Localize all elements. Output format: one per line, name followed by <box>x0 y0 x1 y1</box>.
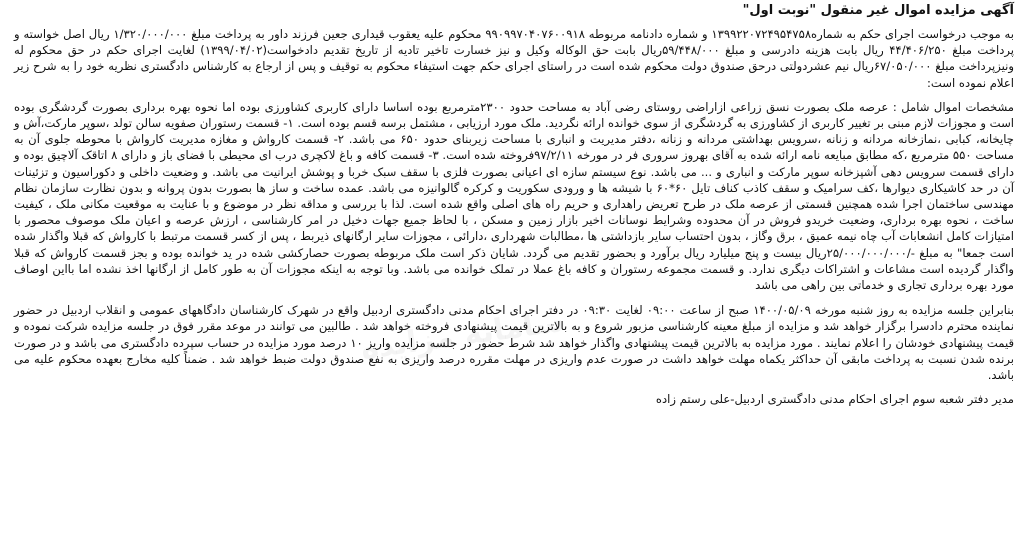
signature-line: مدیر دفتر شعبه سوم اجرای احکام مدنی دادگستری اردبیل-علی رستم زاده <box>655 392 1014 407</box>
paragraph-auction-details: بنابراین جلسه مزایده به روز شنبه مورخه ۱۴۰۰/۰۵/۰۹ صبح از ساعت ۰۹:۰۰ لغایت ۰۹:۳۰ در دفتر اجرای احکام مدنی دادگستری اردبیل واقع در شهرک کارشناسان دادگاههای عمومی و انقلاب اردبیل در حضور نماینده محترم دادسرا برگزار خواهد شد و مزایده از مبلغ معینه کارشناسی مزبور شروع و به بالاترین قیمت پیشنهادی فروخته خواهد شد . طالبین می توانند در موعد مقرر فوق در جلسه مزایده شرکت نموده و قیمت پیشنهادی خودشان را اعلام نمایند . مورد مزایده به بالاترین قیمت پیشنهادی واگذار خواهد شد شرط حضور در جلسه مزایده واریز ۱۰ درصد مورد مزایده در حساب سپرده دادگستری می باشد و در صورت برنده شدن نسبت به پرداخت مابقی آن حداکثر یکماه مهلت خواهد داشت در صورت عدم واریزی در مهلت مقرره درصد واریزی به نفع صندوق دولت ضبط خواهد شد . ضمناً کلیه مخارج بعهده محکوم علیه می باشد. <box>14 303 1015 383</box>
notice-title: آگهی مزایده اموال غیر منقول "نوبت اول" <box>742 3 1014 18</box>
paragraph-property-specs: مشخصات اموال شامل : عرصه ملک بصورت نسق زراعی ازاراضی روستای رضی آباد به مساحت حدود ۲۳۰۰مترمربع بوده اساسا دارای کاربری کشاورزی بوده اما نحوه بهره برداری بصورت گردشگری بوده است و مجوزات لازم مبنی بر تغییر کاربری از کشاورزی به گردشگری از سوی خوانده ارائه نگردید. ملک مورد ارزیابی ، مشتمل برسه قسم بوده است. ۱- قسمت رستوران صفویه سالن تولد ،سوپر مارکت،آش و چایخانه، کبابی ،نمازخانه مردانه و زنانه ،سرویس بهداشتی مردانه و زنانه ،دفتر مدیریت و انباری با مساحت زیربنای حدود ۶۵۰ می باشد. ۲- قسمت کارواش و مغازه مدیریت کارواش با محوطه جلوی آن به مساحت ۵۵۰ مترمربع ،که مطابق مبایعه نامه ارائه شده به آقای بهروز سروری فر در مورخه ۹۷/۲/۱۱فروخته شده است. ۳- قسمت کافه و باغ لاکچری درب ای محیطی با فضای باز و دارای ۸ اتاقک آلاچیق بوده و دارای قسمت سرویس دهی آشپزخانه سوپر مارکت و انباری و ... می باشد. نوع سیستم سازه ای اعیانی بصورت فلزی با سقف سبک خربا و پوشش ایرانیت می باشد. و وضعیت داخلی و دکوراسیون و تزئینات آن در حد کاشیکاری دیوارها ،کف سرامیک و سقف کاذب کناف تایل ۶۰*۶۰ با شیشه ها و ورودی سکوریت و کرکره گالوانیزه می باشد. عمده ساخت و ساز ها بصورت بدون پروانه و بدون نظارت سازمان نظام مهندسی ساختمان اجرا شده همچنین قسمتی از عرصه ملک در طرح تعریض راهداری و حریم راه های اصلی واقع شده است. لذا با بررسی و مداقه نظر در موضوع و با عنایت به موقعیت مکانی ملک ، کیفیت ساخت ، نحوه بهره برداری، وضعیت خریدو فروش در آن محدوده وشرایط نوسانات اخیر بازار زمین و مسکن ، با لحاظ جمیع جهات دخیل در امر کارشناسی ، ارزش عرصه و اعیان ملک موصوف محصور با امتیازات کامل انشعابات آب چاه نیمه عمیق ، برق وگاز ، بدون احتساب سایر بازداشتی ها ،مطالبات شهرداری ،دارائی ، مجوزات سایر ارگانهای ذیربط ، پس از کسر قسمت مرتبط با کارواش که قبلا واگذار شده است جمعا" به مبلغ -/۲۵/۰۰۰/۰۰۰/۰۰۰ریال بیست و پنج میلیارد ریال برآورد و بحضور تقدیم می گردد. شایان ذکر است ملک مربوطه بصورت حصارکشی شده در ید خوانده بوده و بجز قسمت کارواش که قبلا واگذار گردیده است مشاعات و اشتراکات دیگری ندارد. و قسمت مجموعه رستوران و کافه باغ عملا در تملک خوانده می باشد. وبا توجه به اینکه مجوزات آن به طور کامل از ارگانها اخذ نشده اما بااین اوصاف مورد بهره برداری تجاری و خدماتی بین راهی می باشد <box>14 99 1015 293</box>
paragraph-judgment: به موجب درخواست اجرای حکم به شماره۱۳۹۹۲۲۰۷۲۴۹۵۴۷۵۸ و شماره دادنامه مربوطه ۹۹۰۹۹۷۰۴۰۷۶۰۰۹۱۸ محکوم علیه یعقوب قیداری جعین فرزند داور به پرداخت مبلغ ۱/۳۲۰/۰۰۰/۰۰۰ ریال اصل خواسته و پرداخت مبلغ ۴۴/۴۰۶/۲۵۰ ریال بابت هزینه دادرسی و مبلغ ۵۹/۴۴۸/۰۰۰ریال بابت حق الوکاله وکیل و نیز خسارت تاخیر تادیه از تاریخ تقدیم دادخواست(۱۳۹۹/۰۴/۰۲) لغایت اجرای حکم در حق محکوم له ونیزپرداخت مبلغ ۶۷/۰۵۰/۰۰۰ریال نیم عشردولتی درحق صندوق دولت محکوم شده است در راستای اجرای حکم جهت استیفاء محکوم به توقیف و پس از ارجاع به کارشناس دادگستری نظریه خود را به شرح زیر اعلام نموده است: <box>14 27 1014 90</box>
